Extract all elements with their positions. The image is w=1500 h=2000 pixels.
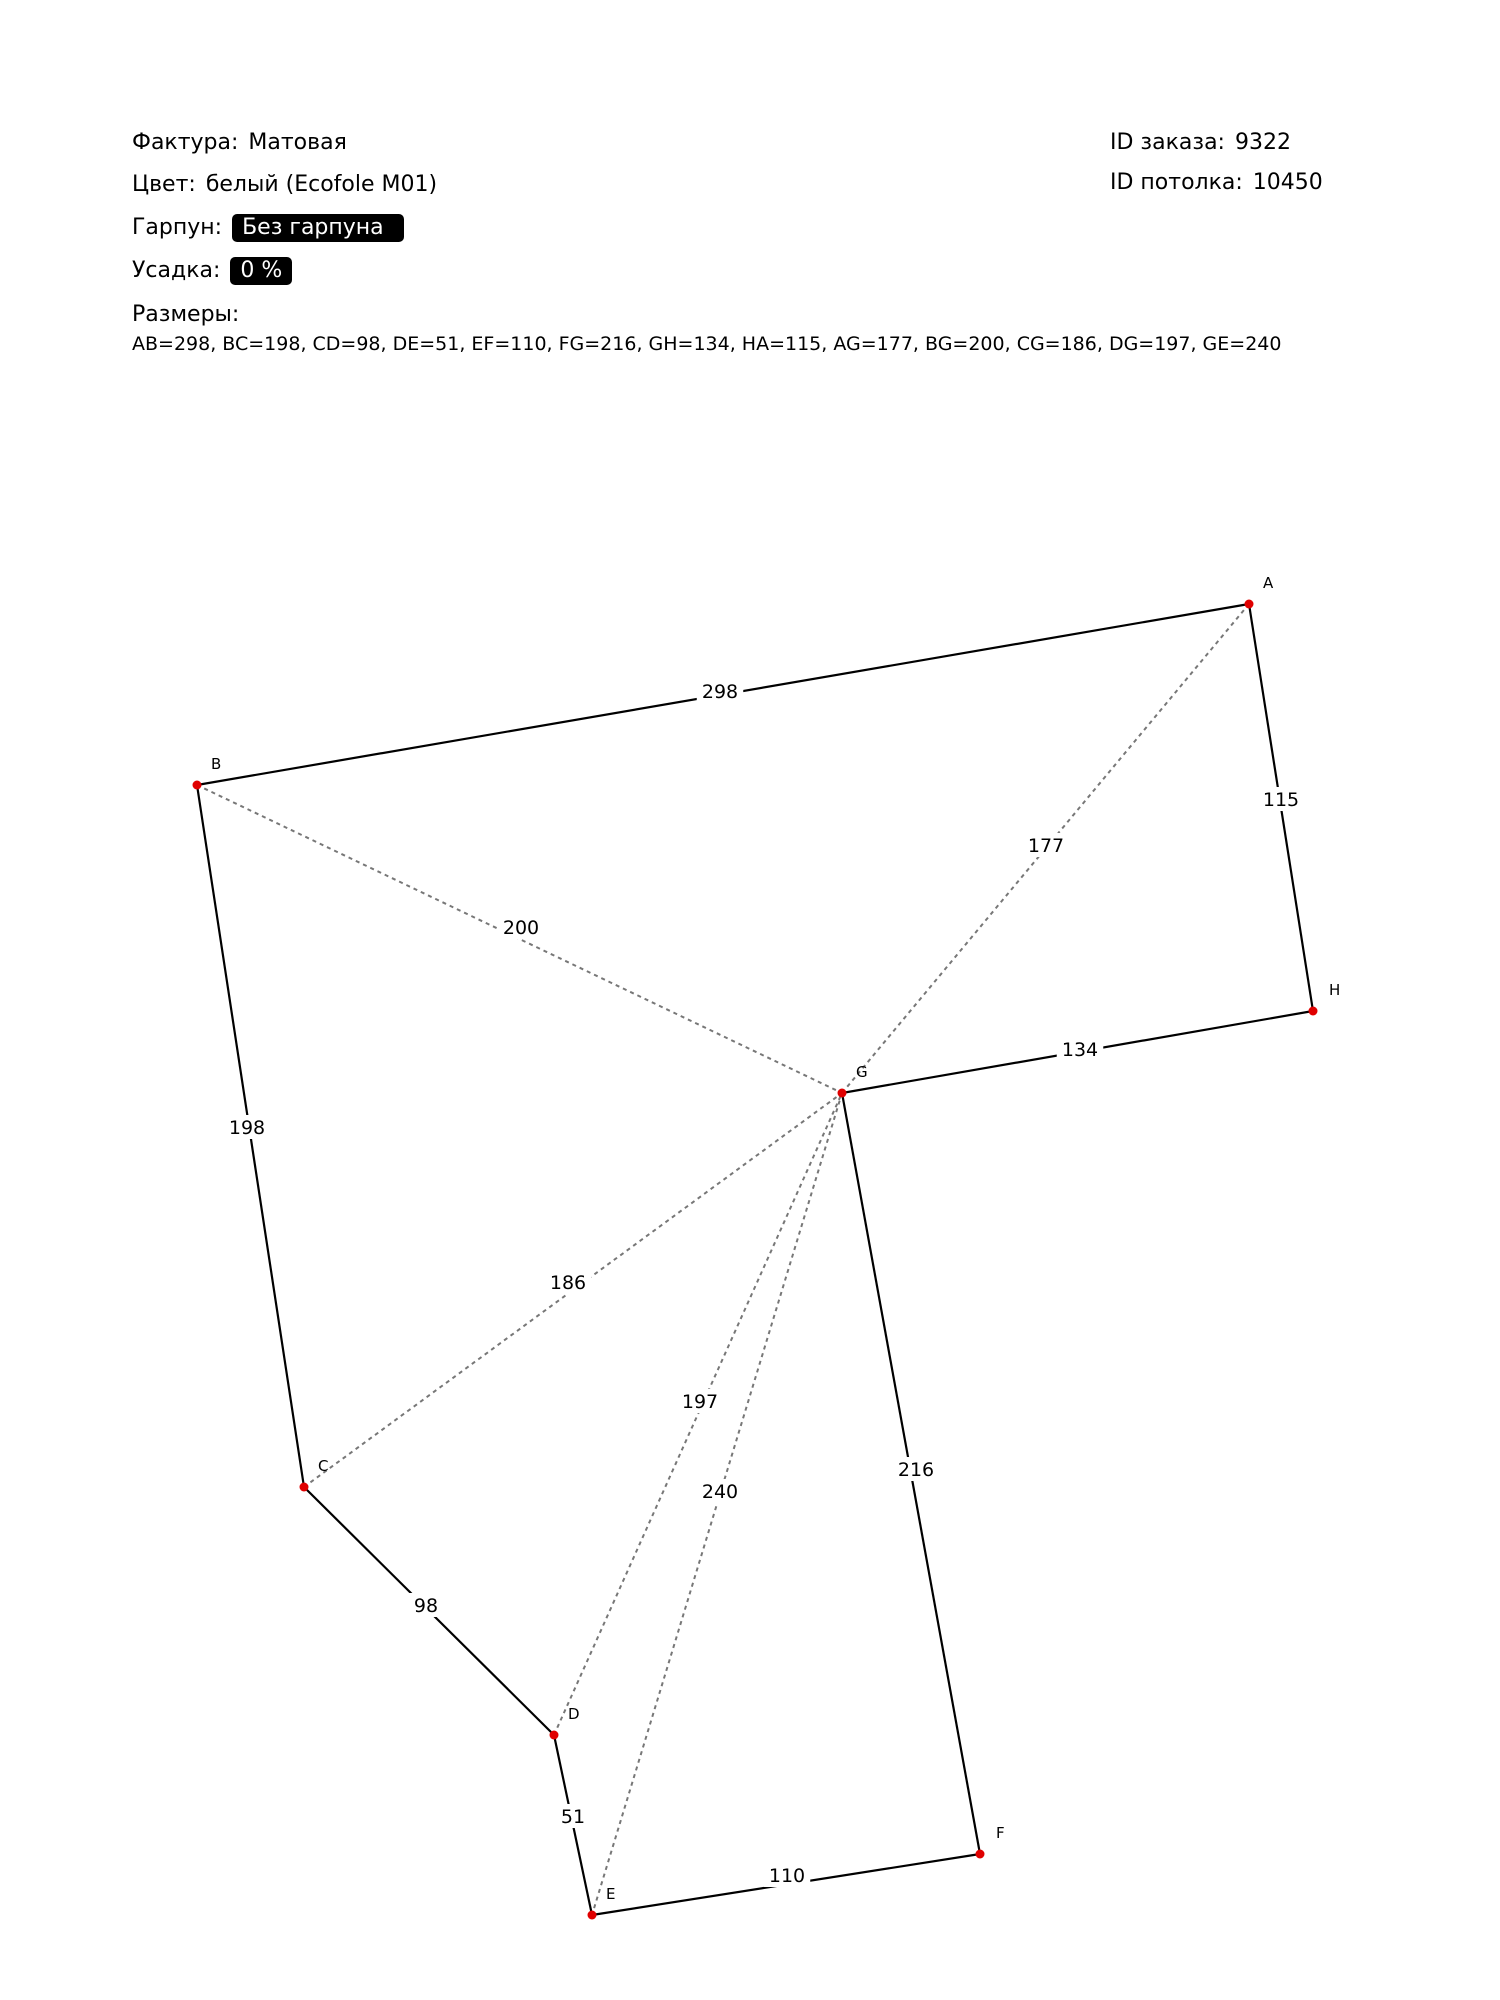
edge-label-BC (224, 1115, 271, 1139)
edge-label-EF-text: 110 (768, 1865, 806, 1887)
point-D (550, 1731, 559, 1740)
point-E (588, 1911, 597, 1920)
edge-label-AB-text: 298 (701, 681, 739, 703)
order-id-label: ID заказа: (1110, 130, 1225, 155)
point-F (976, 1850, 985, 1859)
edge-label-HA-text: 115 (1262, 789, 1300, 811)
edge-label-AB (697, 679, 744, 703)
point-label-H: H (1329, 981, 1341, 999)
diagonal-label-CG-text: 186 (549, 1272, 587, 1294)
edge-label-CD (409, 1593, 444, 1617)
point-C (300, 1483, 309, 1492)
order-id-value: 9322 (1234, 130, 1291, 155)
point-label-C: C (318, 1457, 329, 1475)
diagonals-layer (197, 604, 1249, 1915)
ceiling-id-value: 10450 (1252, 170, 1323, 195)
dimensions-heading: Размеры: (132, 302, 240, 327)
texture-label: Фактура: (132, 130, 239, 155)
shrinkage-label: Усадка: (132, 258, 221, 283)
edge-label-GH (1057, 1037, 1104, 1061)
color-label: Цвет: (132, 172, 196, 197)
ceiling-id-label: ID потолка: (1110, 170, 1243, 195)
edge-label-GH-text: 134 (1061, 1039, 1099, 1061)
edge-label-EF (764, 1863, 811, 1887)
color-value: белый (Ecofole M01) (205, 172, 438, 197)
points-layer (193, 574, 1341, 1920)
point-label-B: B (211, 755, 222, 773)
edge-label-FG (893, 1457, 940, 1481)
diagonal-label-GE (697, 1479, 744, 1503)
edge-label-DE-text: 51 (560, 1806, 586, 1828)
edge-label-CD-text: 98 (413, 1595, 439, 1617)
edge-label-HA (1258, 787, 1305, 811)
point-G (838, 1089, 847, 1098)
point-label-E: E (606, 1885, 616, 1903)
texture-value: Матовая (248, 130, 347, 155)
diagonal-DG (554, 1093, 842, 1735)
diagonal-label-BG (498, 915, 545, 939)
diagonal-GE (592, 1093, 842, 1915)
edge-label-DE (556, 1804, 591, 1828)
edge-label-FG-text: 216 (897, 1459, 935, 1481)
diagonal-label-CG (545, 1270, 592, 1294)
diagonal-label-AG-text: 177 (1027, 835, 1065, 857)
point-label-F: F (996, 1824, 1005, 1842)
harpoon-badge: Без гарпуна (232, 214, 404, 242)
point-H (1309, 1007, 1318, 1016)
diagonal-label-AG (1023, 833, 1070, 857)
edges-layer (197, 604, 1313, 1915)
edge-label-BC-text: 198 (228, 1117, 266, 1139)
diagonal-label-BG-text: 200 (502, 917, 540, 939)
diagonal-label-DG (677, 1389, 724, 1413)
diagonal-label-GE-text: 240 (701, 1481, 739, 1503)
dimensions-list: AB=298, BC=198, CD=98, DE=51, EF=110, FG=216, GH=134, HA=115, AG=177, BG=200, CG=186, DG=197, GE=240 (132, 333, 1282, 355)
point-label-A: A (1263, 574, 1274, 592)
point-label-G: G (856, 1063, 868, 1081)
point-B (193, 781, 202, 790)
shrinkage-badge: 0 % (230, 257, 292, 285)
harpoon-label: Гарпун: (132, 215, 223, 240)
diagonal-label-DG-text: 197 (681, 1391, 719, 1413)
point-label-D: D (568, 1705, 580, 1723)
point-A (1245, 600, 1254, 609)
